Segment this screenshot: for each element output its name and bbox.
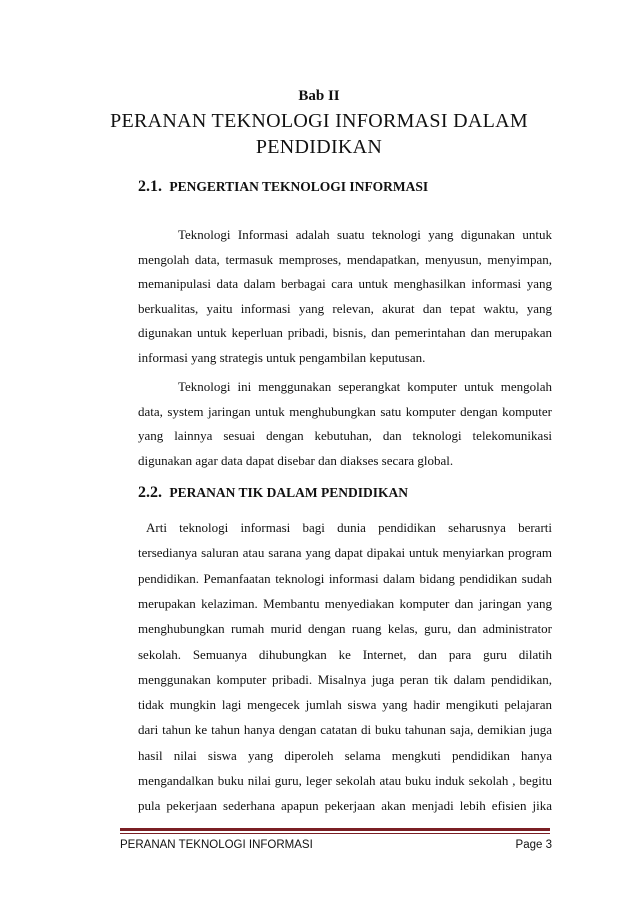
paragraph-line: yang lainnya sesuai dengan kebutuhan, dan teknologi telekomunikasi xyxy=(138,428,552,443)
page-number: Page 3 xyxy=(515,839,552,851)
section-title: PENGERTIAN TEKNOLOGI INFORMASI xyxy=(169,179,429,194)
paragraph-line: digunakan untuk keperluan pribadi, bisnis, dan pemerintahan dan merupakan xyxy=(138,325,552,340)
paragraph-line: tidak mungkin lagi mengecek jumlah siswa yang hadir mengikuti pelajaran xyxy=(138,697,552,712)
paragraph-line: mengolah data, termasuk memproses, mendapatkan, menyusun, menyimpan, xyxy=(138,252,552,267)
paragraph-line: Teknologi Informasi adalah suatu teknologi yang digunakan untuk xyxy=(178,227,552,242)
paragraph-line: berkualitas, yaitu informasi yang relevan, akurat dan tepat waktu, yang xyxy=(138,301,552,316)
footer-title: PERANAN TEKNOLOGI INFORMASI xyxy=(120,839,313,851)
paragraph-line: Teknologi ini menggunakan seperangkat komputer untuk mengolah xyxy=(178,379,552,394)
section-heading-2-1 xyxy=(138,178,428,196)
paragraph-line: dari tahun ke tahun hanya dengan catatan di buku tahunan saja, demikian juga xyxy=(138,722,552,737)
footer-rule-thin xyxy=(120,833,550,834)
section-number: 2.1. xyxy=(138,178,162,195)
paragraph-line: menggunakan komputer pribadi. Misalnya juga peran tik dalam pendidikan, xyxy=(138,672,552,687)
paragraph-line: menghubungkan rumah murid dengan ruang kelas, guru, dan administrator xyxy=(138,621,552,636)
paragraph-line: pula pekerjaan sederhana apapun pekerjaan akan menjadi lebih efisien jika xyxy=(138,798,552,813)
paragraph-line: hasil nilai siswa yang diperoleh selama mengkuti pendidikan hanya xyxy=(138,748,552,763)
paragraph-line: mengandalkan buku nilai guru, leger sekolah atau buku induk sekolah , begitu xyxy=(138,773,552,788)
chapter-title-line-1: PERANAN TEKNOLOGI INFORMASI DALAM xyxy=(110,110,528,132)
paragraph-line: digunakan agar data dapat disebar dan diakses secara global. xyxy=(138,453,454,468)
paragraph-line: data, system jaringan untuk menghubungkan satu komputer dengan komputer xyxy=(138,404,552,419)
footer-rule xyxy=(120,828,550,831)
paragraph-line: Arti teknologi informasi bagi dunia pendidikan seharusnya berarti xyxy=(146,520,552,535)
paragraph-line: sekolah. Semuanya dihubungkan ke Internet, dan para guru dilatih xyxy=(138,647,552,662)
paragraph-line: merupakan kelaziman. Membantu menyediakan komputer dan jaringan yang xyxy=(138,596,552,611)
section-heading-2-2 xyxy=(138,484,408,502)
chapter-label: Bab II xyxy=(298,88,340,104)
paragraph-line: informasi yang strategis untuk pengambilan keputusan. xyxy=(138,350,426,365)
paragraph-line: tersedianya saluran atau sarana yang dapat dipakai untuk menyiarkan program xyxy=(138,545,552,560)
paragraph-line: pendidikan. Pemanfaatan teknologi informasi dalam bidang pendidikan sudah xyxy=(138,571,552,586)
section-title: PERANAN TIK DALAM PENDIDIKAN xyxy=(169,485,409,500)
paragraph-line: memanipulasi data dalam berbagai cara untuk menghasilkan informasi yang xyxy=(138,276,552,291)
chapter-title-line-2: PENDIDIKAN xyxy=(255,136,383,158)
section-number: 2.2. xyxy=(138,484,162,501)
